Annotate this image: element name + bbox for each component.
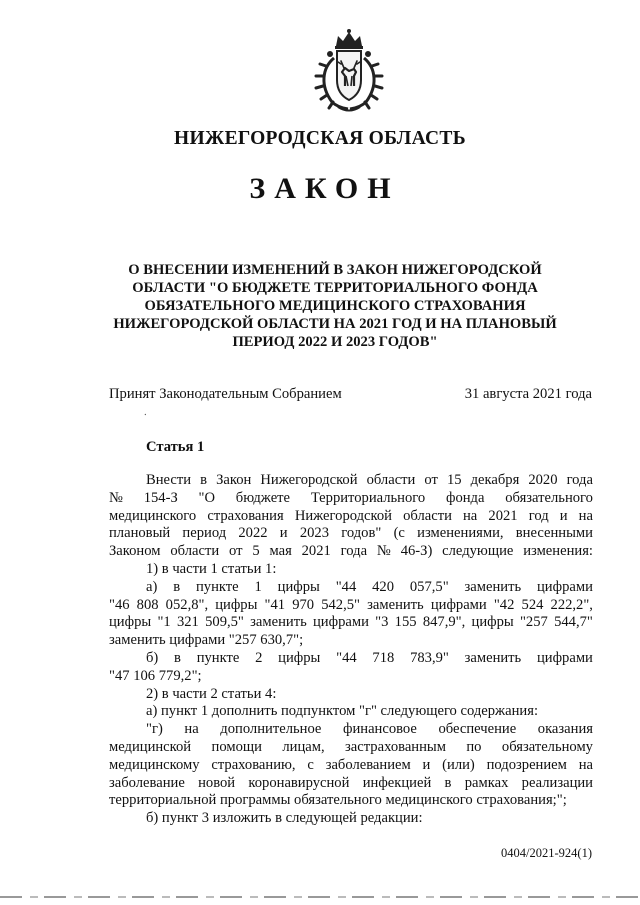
article-body <box>109 472 593 828</box>
article-word: декабря <box>470 472 520 488</box>
article-word: финансовое <box>343 721 417 738</box>
article-word: 542,5" <box>321 596 360 613</box>
article-word: цифрами <box>313 614 369 631</box>
article-word: 321 <box>176 614 199 631</box>
article-line: 2) в части 2 статьи 4: <box>146 685 277 702</box>
article-word: пункте <box>195 578 239 595</box>
article-word: области <box>170 543 220 560</box>
article-word: лицам, <box>282 738 325 755</box>
article-line <box>109 614 593 632</box>
article-word: на <box>463 507 478 524</box>
article-word: оказания <box>537 721 593 738</box>
article-word: "44 <box>335 578 357 595</box>
article-word: заменить <box>250 614 307 631</box>
article-word: годов" <box>341 525 382 542</box>
article-word: "46 <box>109 596 130 613</box>
article-word: 808 <box>136 596 159 613</box>
article-word: 154-З <box>143 489 178 506</box>
article-word: от <box>424 472 438 488</box>
article-word: 2023 <box>299 525 330 542</box>
coat-of-arms-icon <box>312 28 386 114</box>
article-word: в <box>200 472 208 488</box>
article-word: заменить <box>464 649 522 666</box>
article-word: 46-З) <box>400 543 433 560</box>
article-word: цифрами <box>430 596 487 613</box>
article-word: застрахованным <box>345 738 446 755</box>
article-word: "41 <box>264 596 286 613</box>
article-word: изменения: <box>523 543 593 560</box>
article-word: пункте <box>196 649 240 666</box>
article-word: Территориального <box>310 489 426 506</box>
article-line <box>109 579 593 597</box>
article-word: цифры <box>471 614 514 631</box>
article-word: цифры <box>278 649 321 666</box>
article-word: заболевание <box>109 774 185 791</box>
article-word: № <box>376 543 391 560</box>
law-title-line: ОБЛАСТИ "О БЮДЖЕТЕ ТЕРРИТОРИАЛЬНОГО ФОНДА <box>132 280 538 296</box>
article-word: Внести <box>146 472 192 488</box>
article-line <box>109 490 593 508</box>
article-word: цифрами <box>536 649 593 666</box>
article-word: года <box>340 543 368 560</box>
article-word: (с <box>393 525 405 542</box>
article-word: б) <box>146 649 159 666</box>
article-word: реализации <box>521 774 593 791</box>
article-word: цифрами <box>537 578 593 595</box>
article-word: 5 <box>252 543 260 560</box>
article-line <box>109 508 593 526</box>
article-word: период <box>182 525 227 542</box>
article-word: 155 <box>394 614 417 631</box>
article-line <box>109 525 593 543</box>
article-word: 2 <box>255 649 263 666</box>
article-word: на <box>184 721 199 738</box>
article-line: заменить цифрами "257 630,7"; <box>109 632 304 649</box>
article-word: 2020 <box>528 472 558 488</box>
article-word: обеспечение <box>438 721 517 738</box>
article-word: цифры <box>109 614 152 631</box>
article-word: заменить <box>464 578 522 595</box>
article-word: новой <box>198 774 236 791</box>
article-word: дополнительное <box>220 721 322 738</box>
article-line <box>109 543 593 561</box>
article-line: 1) в части 1 статьи 1: <box>146 560 277 577</box>
article-word: "42 <box>493 596 515 613</box>
article-line <box>109 721 593 739</box>
article-word: внесенными <box>515 525 593 542</box>
article-word: 509,5" <box>205 614 244 631</box>
article-word: с <box>307 756 314 773</box>
article-word: "257 <box>519 614 548 631</box>
article-word: 052,8", <box>165 596 209 613</box>
article-line: территориальной программы обязательного медицинского страхования;"; <box>109 792 567 809</box>
article-word: в <box>174 649 181 666</box>
footer-divider <box>0 896 640 898</box>
law-title-line: О ВНЕСЕНИИ ИЗМЕНЕНИЙ В ЗАКОН НИЖЕГОРОДСКОЙ <box>128 262 542 278</box>
document-number: 0404/2021-924(1) <box>501 846 592 860</box>
article-word: 420 <box>372 578 395 595</box>
article-word: года <box>566 472 593 488</box>
article-word: 2022 <box>238 525 268 542</box>
adoption-date: 31 августа 2021 года <box>464 386 592 402</box>
article-word: следующие <box>442 543 514 560</box>
article-word: в <box>173 578 181 595</box>
article-word: по <box>466 738 482 755</box>
article-word: мая <box>269 543 292 560</box>
law-title <box>100 261 570 351</box>
article-word: 970 <box>292 596 315 613</box>
article-word: обязательному <box>501 738 593 755</box>
article-word: 847,9", <box>422 614 466 631</box>
article-line <box>109 739 593 757</box>
article-word: (или) <box>442 756 475 773</box>
article-line <box>109 757 593 775</box>
article-word: 2021 <box>488 507 518 524</box>
adopted-by: Принят Законодательным Собранием <box>109 386 342 402</box>
article-word: фонда <box>445 489 485 506</box>
article-word: № <box>109 489 123 506</box>
article-word: 718 <box>372 649 395 666</box>
article-word: "О <box>198 489 216 506</box>
article-word: страхования <box>207 507 284 524</box>
article-word: цифры <box>277 578 320 595</box>
article-word: на <box>578 507 593 524</box>
article-word: 1 <box>254 578 262 595</box>
article-word: обязательного <box>505 489 593 506</box>
article-word: а) <box>146 578 158 595</box>
article-word: области <box>366 472 416 488</box>
article-word: 222,2", <box>550 596 593 613</box>
article-word: 2021 <box>301 543 331 560</box>
article-word: рамках <box>464 774 509 791</box>
article-line: "47 106 779,2"; <box>109 667 202 684</box>
article-word: и <box>559 507 568 524</box>
article-line <box>109 597 593 615</box>
article-word: "44 <box>336 649 357 666</box>
article-word: страхованию, <box>211 756 296 773</box>
article-line <box>109 650 593 668</box>
article-word: и <box>279 525 288 542</box>
article-word: заменить <box>367 596 424 613</box>
article-word: Нижегородской <box>260 472 358 488</box>
article-word: "1 <box>157 614 171 631</box>
article-word: области <box>403 507 452 524</box>
article-line: а) пункт 1 дополнить подпунктом "г" следующего содержания: <box>146 703 539 720</box>
article-word: медицинскому <box>109 756 200 773</box>
article-word: 544,7" <box>554 614 593 631</box>
scan-mark: ⸱ <box>144 410 147 421</box>
article-line <box>109 472 593 490</box>
article-word: Законом <box>109 543 161 560</box>
region-heading: НИЖЕГОРОДСКАЯ ОБЛАСТЬ <box>174 128 466 149</box>
article-word: медицинской <box>109 738 192 755</box>
article-word: 057,5" <box>409 578 449 595</box>
article-word: помощи <box>211 738 262 755</box>
article-word: Нижегородской <box>294 507 392 524</box>
law-title-line: НИЖЕГОРОДСКОЙ ОБЛАСТИ НА 2021 ГОД И НА ПЛАНОВЫЙ <box>113 316 557 332</box>
document-type: ЗАКОН <box>249 172 400 205</box>
article-word: "3 <box>375 614 389 631</box>
article-line <box>109 775 593 793</box>
article-word: подозрением <box>486 756 567 773</box>
article-word: 524 <box>521 596 544 613</box>
article-word: от <box>228 543 243 560</box>
article-word: коронавирусной <box>248 774 350 791</box>
article-word: год <box>528 507 549 524</box>
article-word: цифры <box>215 596 258 613</box>
article-word: Закон <box>216 472 252 488</box>
article-word: изменениями, <box>417 525 504 542</box>
article-word: "г) <box>146 721 163 738</box>
article-word: заболеванием <box>325 756 411 773</box>
article-line: б) пункт 3 изложить в следующей редакции: <box>146 810 423 827</box>
law-title-line: ОБЯЗАТЕЛЬНОГО МЕДИЦИНСКОГО СТРАХОВАНИЯ <box>144 298 526 314</box>
article-word: плановый <box>109 525 171 542</box>
article-word: в <box>444 774 452 791</box>
article-heading: Статья 1 <box>146 439 205 455</box>
article-word: 15 <box>446 472 462 488</box>
article-word: медицинского <box>109 507 197 524</box>
article-word: 783,9" <box>410 649 449 666</box>
article-word: бюджете <box>235 489 291 506</box>
article-word: инфекцией <box>362 774 432 791</box>
article-word: и <box>422 756 431 773</box>
article-word: на <box>578 756 593 773</box>
law-title-line: ПЕРИОД 2022 И 2023 ГОДОВ" <box>232 334 438 350</box>
